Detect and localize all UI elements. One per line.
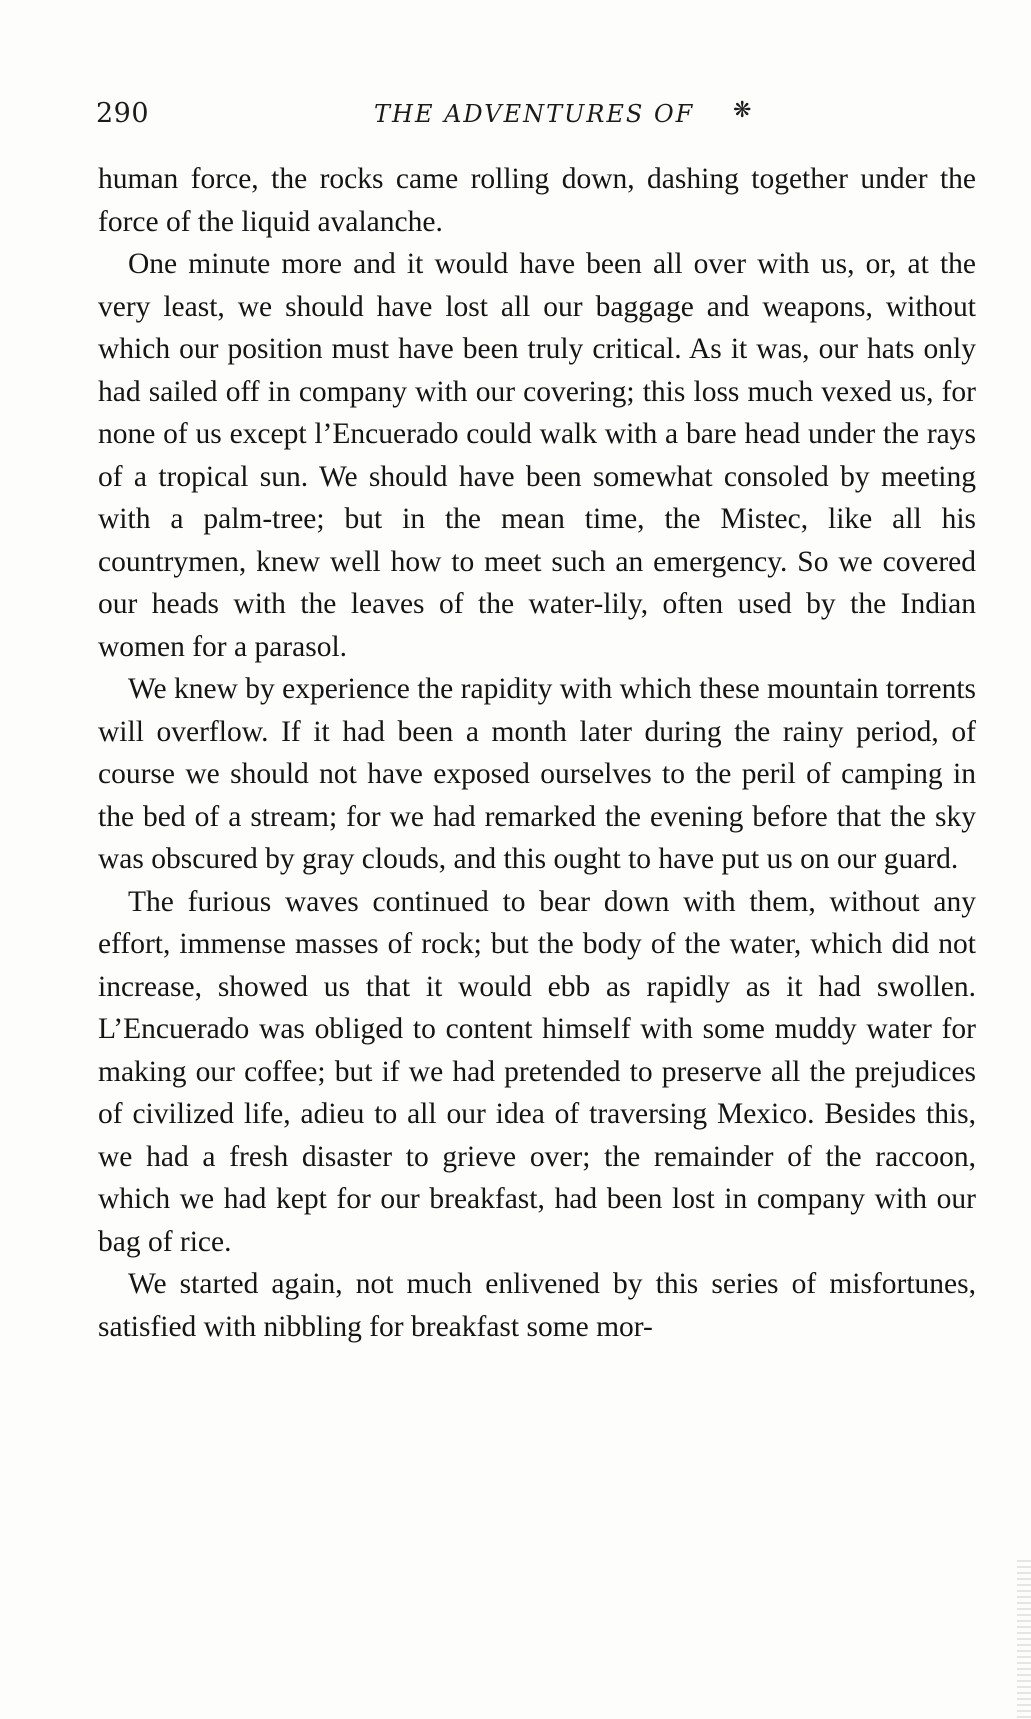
paragraph: One minute more and it would have been all over with us, or, at the very least, we should have lost all our baggage and weapons, without which our position must have been truly critical. As it was, our hats only had sailed off in company with our covering; this loss much vexed us, for none of us except l’Encuerado could walk with a bare head under the rays of a tropical sun. We should have been somewhat consoled by meeting with a palm-tree; but in the mean time, the Mistec, like all his countrymen, knew well how to meet such an emergency. So we covered our heads with the leaves of the water-lily, often used by the Indian women for a parasol. xyxy=(98,248,976,663)
ornament-icon: ❋ xyxy=(733,98,752,123)
page-edge-texture xyxy=(1017,1560,1031,1719)
running-head: THE ADVENTURES OF xyxy=(374,100,695,128)
paragraph: The furious waves continued to bear down with them, without any effort, immense masses of rock; but the body of the water, which did not increase, showed us that it would ebb as rapidly as it had swollen. L’Encuerado was obliged to content himself with some muddy water for making our coffee; but if we had pretended to preserve all the prejudices of civilized life, adieu to all our idea of traversing Mexico. Besides this, we had a fresh disaster to grieve over; the remainder of the raccoon, which we had kept for our breakfast, had been lost in company with our bag of rice. xyxy=(98,885,976,1258)
paragraph: We started again, not much enlivened by this series of misfortunes, satisfied with nibbling for breakfast some mor- xyxy=(98,1268,976,1343)
paragraph: We knew by experience the rapidity with which these mountain torrents will overflow. If it had been a month later during the rainy period, of course we should not have exposed ourselves to the peril of camping in the bed of a stream; for we had remarked the evening before that the sky was obscured by gray clouds, and this ought to have put us on our guard. xyxy=(98,673,976,875)
paragraph: human force, the rocks came rolling down, dashing together under the force of the liquid avalanche. xyxy=(98,163,976,238)
page-header xyxy=(96,98,976,138)
page-number: 290 xyxy=(96,98,150,129)
page-body xyxy=(98,158,976,1348)
